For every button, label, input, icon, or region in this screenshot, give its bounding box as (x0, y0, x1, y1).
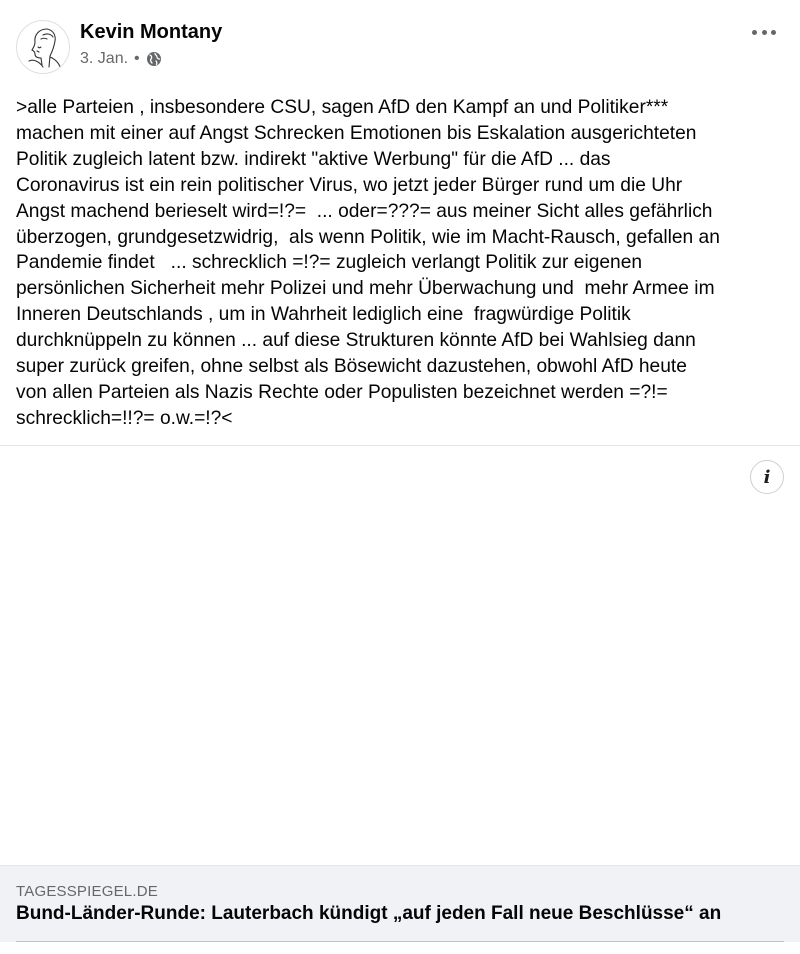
post-meta (80, 50, 162, 68)
author-name[interactable]: Kevin Montany (80, 21, 223, 43)
more-options-icon[interactable] (752, 22, 776, 42)
info-icon[interactable]: i (750, 460, 784, 494)
globe-icon (146, 51, 162, 67)
post-date[interactable]: 3. Jan. (80, 50, 129, 67)
link-domain: TAGESSPIEGEL.DE (16, 883, 158, 900)
avatar[interactable] (16, 20, 70, 74)
avatar-sketch-icon (17, 21, 69, 73)
link-title[interactable]: Bund-Länder-Runde: Lauterbach kündigt „auf jeden Fall neue Beschlüsse“ an (16, 903, 722, 924)
meta-separator: • (134, 50, 140, 67)
card-bottom-divider (16, 941, 784, 942)
link-preview-image[interactable] (0, 446, 800, 865)
post-header (0, 0, 800, 90)
link-card[interactable] (0, 865, 800, 942)
post-text: >alle Parteien , insbesondere CSU, sagen AfD den Kampf an und Politiker*** machen mit einer auf Angst Schrecken Emotionen bis Eskalation ausgerichteten Politik zugleich latent bzw. indirekt "aktive Werbung" für die AfD ... das Coronavirus ist ein rein politischer Virus, wo jetzt jeder Bürger rund um die Uhr Angst machend berieselt wird=!?= ... oder=???= aus meiner Sicht alles gefährlich überzogen, grundgesetzwidrig, als wenn Politik, wie im Macht-Rausch, gefallen an Pandemie findet ... schrecklich =!?= zugleich verlangt Politik zur eigenen persönlichen Sicherheit mehr Polizei und mehr Überwachung und mehr Armee im Inneren Deutschlands , um in Wahrheit lediglich eine fragwürdige Politik durchknüppeln zu können ... auf diese Strukturen könnte AfD bei Wahlsieg dann super zurück greifen, ohne selbst als Bösewicht dazustehen, obwohl AfD heute von allen Parteien als Nazis Rechte oder Populisten bezeichnet werden =?!= schrecklich=!!?= o.w.=!?< (16, 97, 720, 429)
